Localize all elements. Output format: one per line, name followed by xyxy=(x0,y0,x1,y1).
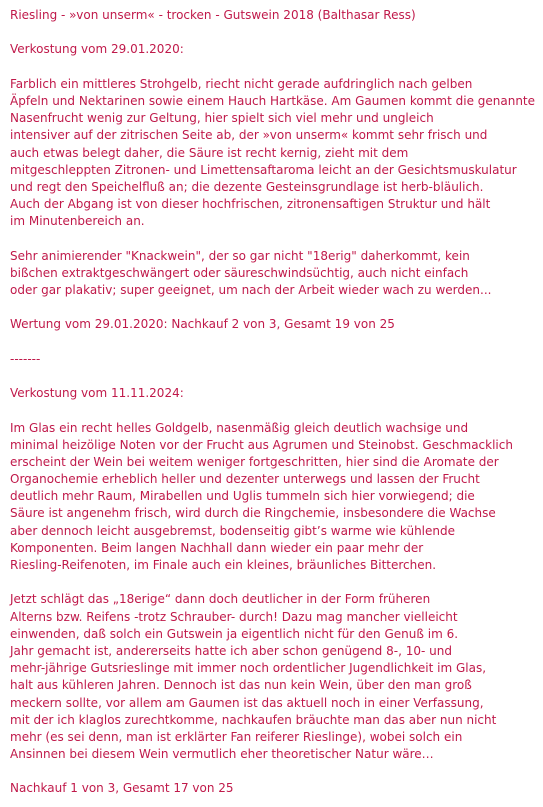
spacer xyxy=(10,230,543,247)
text-line: Jahr gemacht ist, andererseits hatte ich aber schon genügend 8-, 10- und xyxy=(10,643,452,658)
text-line: erscheint der Wein bei weitem weniger fortgeschritten, hier sind die Aromate der xyxy=(10,454,499,469)
spacer xyxy=(10,299,543,316)
section-separator: ------- xyxy=(10,351,41,366)
tasting-1-heading: Verkostung vom 29.01.2020: xyxy=(10,42,184,57)
wine-title: Riesling - »von unserm« - trocken - Gutswein 2018 (Balthasar Ress) xyxy=(10,8,416,22)
text-line: meckern sollte, vor allem am Gaumen ist das aktuell noch in einer Verfassung, xyxy=(10,695,484,710)
tasting-1-paragraph-1 xyxy=(10,76,543,231)
tasting-2-paragraph-1 xyxy=(10,420,543,575)
text-line: Im Glas ein recht helles Goldgelb, nasenmäßig gleich deutlich wachsige und xyxy=(10,420,469,435)
tasting-2-heading: Verkostung vom 11.11.2024: xyxy=(10,386,184,401)
text-line: Jetzt schlägt das „18erige“ dann doch deutlicher in der Form früheren xyxy=(10,592,431,607)
spacer xyxy=(10,334,543,351)
spacer xyxy=(10,368,543,385)
text-line: mit der ich klaglos zurechtkomme, nachkaufen bräuchte man das aber nun nicht xyxy=(10,712,497,727)
text-line: halt aus kühleren Jahren. Dennoch ist das nun kein Wein, über den man groß xyxy=(10,678,472,693)
tasting-2-rating: Nachkauf 1 von 3, Gesamt 17 von 25 xyxy=(10,781,234,796)
spacer xyxy=(10,574,543,591)
text-line: einwenden, daß solch ein Gutswein ja eigentlich nicht für den Genuß im 6. xyxy=(10,626,459,641)
text-line: Ansinnen bei diesem Wein vermutlich eher theoretischer Natur wäre… xyxy=(10,747,434,762)
text-line: aber dennoch leicht ausgebremst, bodenseitig gibt’s warme wie kühlende xyxy=(10,523,455,538)
text-line: Säure ist angenehm frisch, wird durch die Ringchemie, insbesondere die Wachse xyxy=(10,506,496,521)
text-line: Alterns bzw. Reifens -trotz Schrauber- durch! Dazu mag mancher vielleicht xyxy=(10,609,458,624)
spacer xyxy=(10,763,543,780)
text-line: Nasenfrucht wenig zur Geltung, hier spielt sich viel mehr und ungleich xyxy=(10,111,434,126)
text-line: auch etwas belegt daher, die Säure ist recht kernig, zieht mit dem xyxy=(10,145,409,160)
text-line: im Minutenbereich an. xyxy=(10,214,145,229)
tasting-1-rating: Wertung vom 29.01.2020: Nachkauf 2 von 3, Gesamt 19 von 25 xyxy=(10,317,395,332)
text-line: Farblich ein mittleres Strohgelb, riecht nicht gerade aufdringlich nach gelben xyxy=(10,76,473,91)
tasting-1-paragraph-2 xyxy=(10,248,543,300)
text-line: bißchen extraktgeschwängert oder säureschwindsüchtig, auch nicht einfach xyxy=(10,265,469,280)
text-line: Sehr animierender "Knackwein", der so gar nicht "18erig" daherkommt, kein xyxy=(10,248,470,263)
text-line: deutlich mehr Raum, Mirabellen und Uglis tummeln sich hier vorwiegend; die xyxy=(10,489,475,504)
tasting-2-paragraph-2 xyxy=(10,591,543,763)
text-line: mehr-jährige Gutsrieslinge mit immer noch ordentlicher Jugendlichkeit im Glas, xyxy=(10,661,487,676)
text-line: Auch der Abgang ist von dieser hochfrischen, zitronensaftigen Struktur und hält xyxy=(10,197,491,212)
text-line: Riesling-Reifenoten, im Finale auch ein kleines, bräunliches Bitterchen. xyxy=(10,558,437,572)
text-line: oder gar plakativ; super geeignet, um nach der Arbeit wieder wach zu werden... xyxy=(10,283,492,297)
text-line: intensiver auf der zitrischen Seite ab, der »von unserm« kommt sehr frisch und xyxy=(10,128,488,143)
spacer xyxy=(10,24,543,41)
text-line: und regt den Speichelfluß an; die dezente Gesteinsgrundlage ist herb-bläulich. xyxy=(10,179,484,194)
text-line: mehr (es sei denn, man ist erklärter Fan reiferer Rieslinge), wobei solch ein xyxy=(10,729,463,744)
spacer xyxy=(10,59,543,76)
text-line: minimal heizölige Noten vor der Frucht aus Agrumen und Steinobst. Geschmacklich xyxy=(10,437,513,452)
spacer xyxy=(10,402,543,419)
text-line: Komponenten. Beim langen Nachhall dann wieder ein paar mehr der xyxy=(10,540,424,555)
text-line: Organochemie erheblich heller und dezenter unterwegs und lassen der Frucht xyxy=(10,472,480,487)
text-line: mitgeschleppten Zitronen- und Limettensaftaroma leicht an der Gesichtsmuskulatur xyxy=(10,162,517,177)
text-line: Äpfeln und Nektarinen sowie einem Hauch Hartkäse. Am Gaumen kommt die genannte xyxy=(10,93,536,108)
